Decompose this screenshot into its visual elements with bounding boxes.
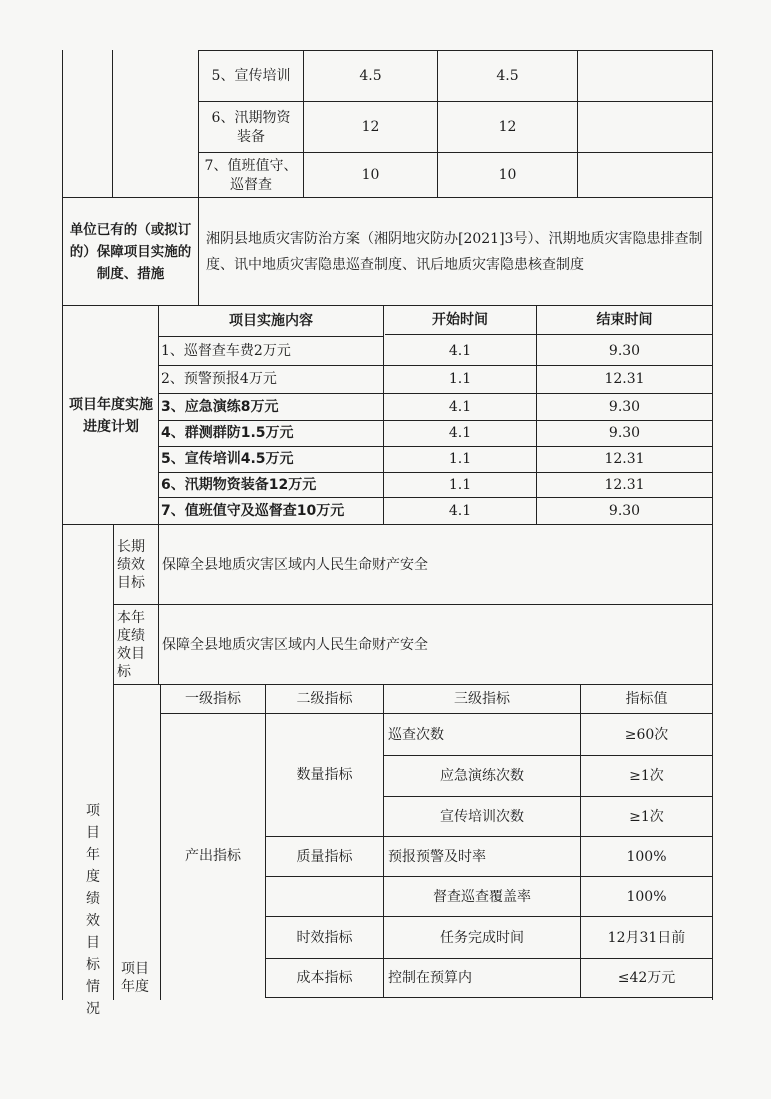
timeliness-indicator-label: 时效指标: [296, 929, 353, 946]
schedule-row-content: 5、宣传培训4.5万元: [161, 451, 294, 467]
schedule-row-start: 1.1: [448, 451, 472, 467]
table-line: [536, 305, 537, 524]
schedule-row-end: 9.30: [608, 425, 641, 441]
indicator-name: 督查巡查覆盖率: [433, 888, 531, 905]
measures-label: 单位已有的（或拟订的）保障项目实施的制度、措施: [69, 222, 192, 282]
indicator-value: 100%: [626, 848, 667, 865]
indicator-name: 巡查次数: [388, 726, 444, 743]
indicator-name: 任务完成时间: [440, 929, 524, 946]
table-line: [383, 684, 384, 998]
value-cell: 4.5: [359, 68, 382, 84]
quantity-indicator-label: 数量指标: [296, 767, 353, 783]
table-line: [160, 713, 712, 714]
indicator-value: ≥60次: [624, 726, 669, 743]
table-line: [198, 101, 713, 102]
value-cell: 4.5: [496, 68, 519, 84]
table-line: [62, 305, 713, 306]
indicator-name: 预报预警及时率: [388, 848, 486, 865]
indicator-header-level2: 二级指标: [296, 691, 353, 707]
table-line: [62, 50, 63, 305]
schedule-row-end: 9.30: [608, 342, 641, 359]
table-line: [265, 997, 712, 998]
table-line: [113, 684, 713, 685]
table-line: [62, 524, 713, 525]
table-line: [265, 958, 712, 959]
indicator-name: 应急演练次数: [440, 768, 524, 784]
schedule-row-end: 9.30: [608, 502, 641, 519]
indicator-value: 100%: [626, 888, 667, 905]
schedule-header-content: 项目实施内容: [229, 313, 313, 329]
table-line: [383, 796, 712, 797]
item-cell: 7、值班值守、巡督查: [204, 157, 298, 193]
table-line: [113, 604, 713, 605]
schedule-row-content: 7、值班值守及巡督查10万元: [161, 502, 345, 519]
table-line: [383, 755, 712, 756]
table-line: [580, 684, 581, 998]
indicator-name: 宣传培训次数: [440, 808, 524, 825]
schedule-row-end: 12.31: [604, 451, 645, 467]
schedule-row-content: 4、群测群防1.5万元: [161, 425, 294, 441]
item-cell: 5、宣传培训: [211, 68, 291, 84]
cost-indicator-label: 成本指标: [296, 970, 353, 986]
table-line: [62, 305, 63, 1000]
schedule-header-end: 结束时间: [596, 312, 653, 328]
indicator-name: 控制在预算内: [388, 970, 472, 986]
value-cell: 12: [361, 119, 380, 135]
output-indicator-label: 产出指标: [185, 848, 241, 864]
table-line: [712, 50, 713, 1000]
schedule-row-content: 2、预警预报4万元: [161, 371, 277, 387]
table-line: [160, 684, 161, 1000]
schedule-row-content: 6、汛期物资装备12万元: [161, 476, 317, 493]
table-line: [383, 305, 384, 524]
indicator-value: 12月31日前: [607, 929, 686, 946]
table-line: [265, 684, 266, 998]
table-line: [265, 916, 712, 917]
table-line: [265, 876, 712, 877]
measures-content: 湘阴县地质灾害防治方案（湘阴地灾防办[2021]3号）、汛期地质灾害隐患排查制度、讯中地质灾害隐患巡查制度、讯后地质灾害隐患核查制度: [206, 231, 703, 273]
table-line: [437, 50, 438, 197]
table-line: [112, 50, 113, 197]
quality-indicator-label: 质量指标: [296, 848, 353, 865]
performance-label: 项目年度绩效目标情况: [86, 803, 100, 1017]
indicator-value: ≥1次: [629, 768, 664, 784]
table-line: [113, 524, 114, 1000]
indicator-value: ≤42万元: [617, 970, 676, 986]
schedule-row-start: 1.1: [448, 371, 472, 387]
project-annual-label: 项目年度: [121, 961, 149, 995]
schedule-row-start: 4.1: [448, 502, 472, 519]
table-line: [577, 50, 578, 197]
table-line: [303, 50, 304, 197]
schedule-row-end: 12.31: [604, 371, 645, 387]
schedule-header-start: 开始时间: [432, 312, 488, 328]
value-cell: 10: [361, 167, 380, 183]
schedule-row-start: 4.1: [448, 425, 472, 441]
indicator-header-level1: 一级指标: [185, 691, 241, 707]
table-line: [198, 50, 199, 305]
table-line: [198, 152, 713, 153]
value-cell: 10: [498, 167, 517, 183]
schedule-row-start: 4.1: [448, 398, 472, 415]
value-cell: 12: [498, 119, 517, 135]
annual-content: 保障全县地质灾害区域内人民生命财产安全: [162, 636, 428, 653]
item-cell: 6、汛期物资装备: [211, 109, 291, 145]
table-line: [265, 836, 712, 837]
indicator-header-value: 指标值: [625, 691, 668, 707]
schedule-label: 项目年度实施进度计划: [69, 396, 153, 435]
table-line: [62, 197, 713, 198]
schedule-row-content: 1、巡督查车费2万元: [161, 342, 291, 359]
schedule-row-start: 1.1: [448, 476, 472, 493]
long-term-label: 长期绩效目标: [117, 539, 145, 591]
annual-label: 本年度绩效目标: [117, 610, 145, 680]
schedule-row-end: 9.30: [608, 398, 641, 415]
indicator-header-level3: 三级指标: [454, 691, 510, 707]
indicator-value: ≥1次: [629, 808, 664, 825]
long-term-content: 保障全县地质灾害区域内人民生命财产安全: [162, 556, 428, 573]
table-line: [198, 50, 713, 51]
table-line: [385, 334, 712, 335]
schedule-row-start: 4.1: [448, 342, 472, 359]
schedule-row-content: 3、应急演练8万元: [161, 398, 279, 415]
table-line: [158, 305, 159, 524]
schedule-row-end: 12.31: [604, 476, 645, 493]
